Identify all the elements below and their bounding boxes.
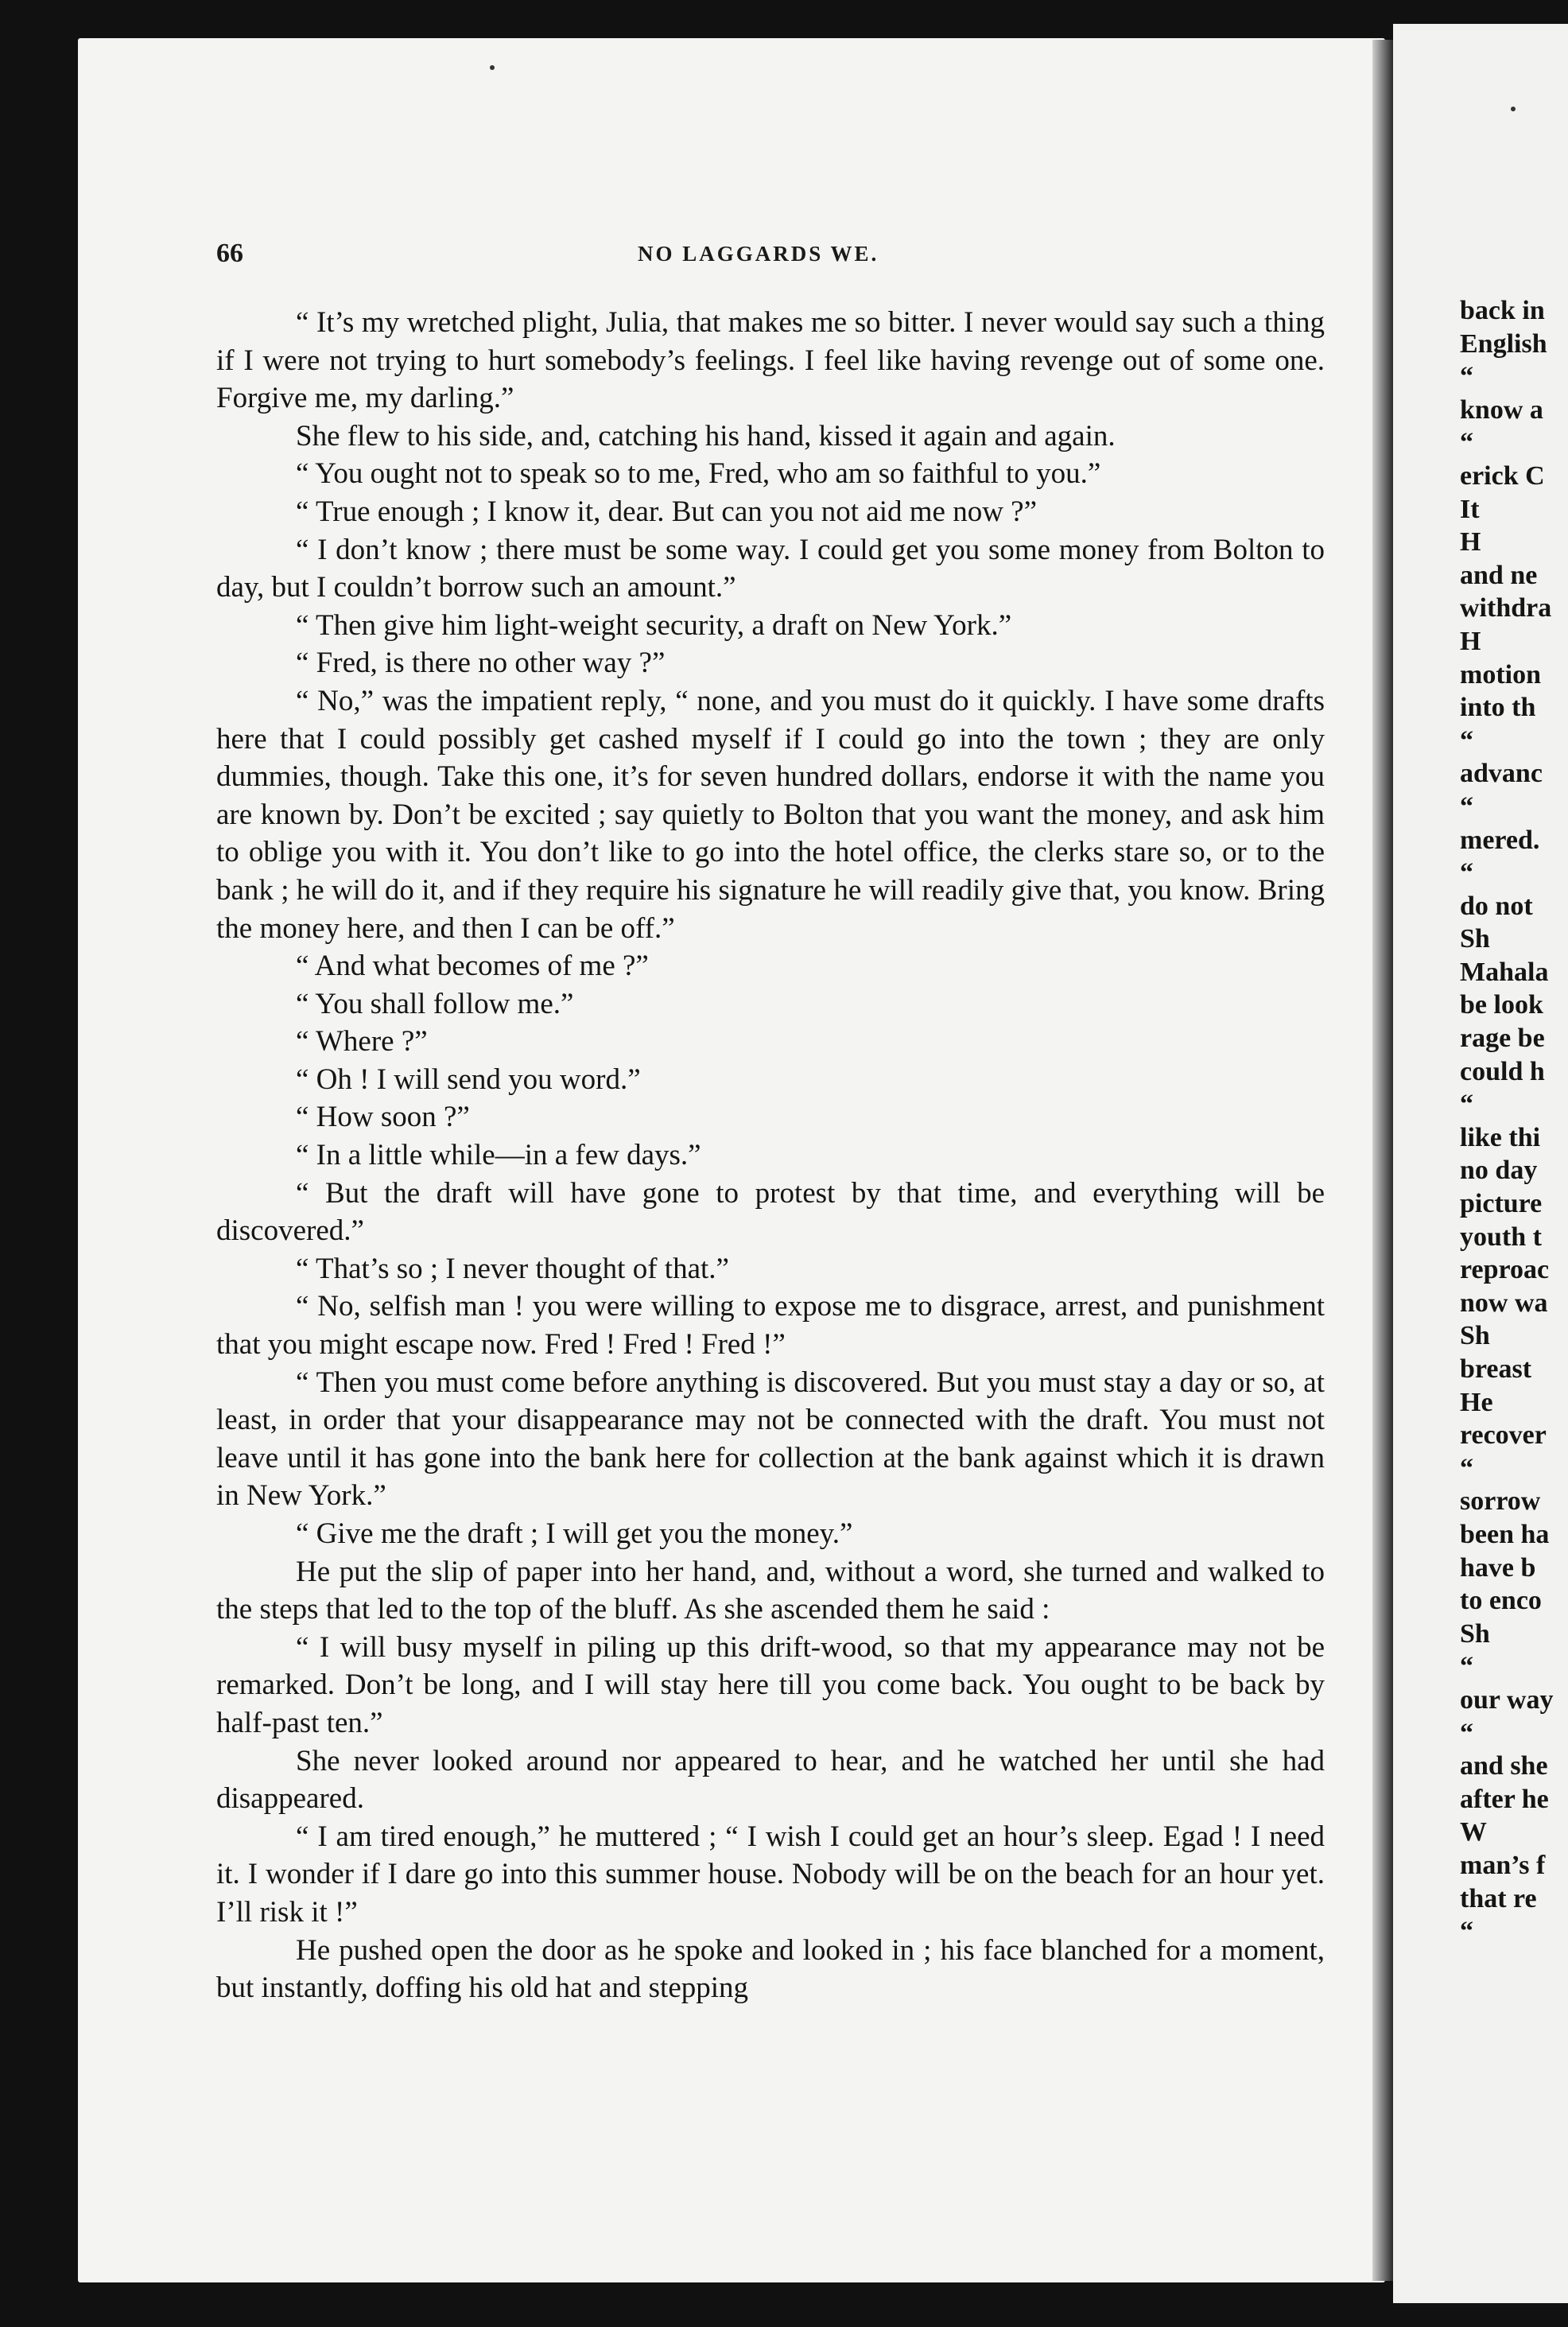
page-header xyxy=(216,239,1314,278)
facing-page-line: our way xyxy=(1460,1684,1554,1715)
facing-page-line: withdra xyxy=(1460,593,1552,624)
paragraph: He put the slip of paper into her hand, and, without a word, she turned and walked to the steps that led to the top of the bluff. As she ascended them he said : xyxy=(216,1555,1325,1626)
facing-page-line: like thi xyxy=(1460,1122,1541,1152)
book-gutter xyxy=(1372,40,1393,2281)
facing-page-line: man’s f xyxy=(1460,1850,1546,1880)
facing-page-line: “ xyxy=(1460,791,1473,822)
paragraph: “ True enough ; I know it, dear. But can you not aid me now ?” xyxy=(296,495,1038,528)
paragraph: “ Oh ! I will send you word.” xyxy=(296,1062,641,1096)
facing-page-line: youth t xyxy=(1460,1222,1542,1252)
paragraph: “ Fred, is there no other way ?” xyxy=(296,647,666,680)
scan-speck xyxy=(490,65,495,70)
facing-page-line: motion xyxy=(1460,659,1541,690)
running-head: NO LAGGARDS WE. xyxy=(638,242,879,266)
facing-page-line: recover xyxy=(1460,1420,1547,1451)
paragraph: “ Give me the draft ; I will get you the money.” xyxy=(296,1517,853,1550)
paragraph: “ I am tired enough,” he muttered ; “ I wish I could get an hour’s sleep. Egad ! I need it. I wonder if I dare go into this summer house. Nobody will be on the beach for an hour yet. I’ll risk it !” xyxy=(216,1820,1325,1929)
facing-page-line: “ xyxy=(1460,1090,1473,1120)
paragraph: She flew to his side, and, catching his hand, kissed it again and again. xyxy=(296,419,1116,453)
paragraph: “ Where ?” xyxy=(296,1025,428,1059)
paragraph: “ How soon ?” xyxy=(296,1101,470,1134)
paragraph: “ I will busy myself in piling up this drift-wood, so that my appearance may not be remarked. Don’t be long, and I will stay here till you come back. You ought to be back by half-past ten.” xyxy=(216,1630,1325,1739)
facing-page-line: rage be xyxy=(1460,1024,1545,1054)
facing-page-line: to enco xyxy=(1460,1586,1542,1616)
facing-page-line: been ha xyxy=(1460,1519,1550,1549)
scan-speck xyxy=(1511,107,1516,111)
facing-page-line: It xyxy=(1460,494,1480,524)
facing-page-line: be look xyxy=(1460,990,1543,1020)
facing-page-line: mered. xyxy=(1460,825,1540,855)
facing-page-line: and ne xyxy=(1460,560,1538,590)
facing-page-line: “ xyxy=(1460,1718,1473,1748)
facing-page-line: Sh xyxy=(1460,1618,1490,1649)
facing-page-line: English xyxy=(1460,328,1547,359)
facing-page-line: do not xyxy=(1460,891,1533,921)
page-number: 66 xyxy=(216,239,243,268)
paragraph: He pushed open the door as he spoke and looked in ; his face blanched for a moment, but instantly, doffing his old hat and stepping xyxy=(216,1933,1325,2005)
facing-page-line: sorrow xyxy=(1460,1486,1541,1517)
paragraph: “ You shall follow me.” xyxy=(296,987,574,1020)
facing-page-line: “ xyxy=(1460,362,1473,392)
facing-page-line: H xyxy=(1460,527,1481,557)
facing-page-line: breast xyxy=(1460,1354,1532,1384)
paragraph: “ But the draft will have gone to protest by that time, and everything will be discovered.” xyxy=(216,1176,1325,1248)
facing-page-line: no day xyxy=(1460,1156,1538,1186)
facing-page-line: “ xyxy=(1460,1917,1473,1947)
facing-page-line: that re xyxy=(1460,1883,1537,1913)
facing-page-line: now wa xyxy=(1460,1288,1548,1318)
paragraph: “ I don’t know ; there must be some way. I could get you some money from Bolton to day, but I couldn’t borrow such an amount.” xyxy=(216,533,1325,604)
facing-page-line: have b xyxy=(1460,1552,1536,1583)
paragraph: She never looked around nor appeared to hear, and he watched her until she had disappeared. xyxy=(216,1744,1325,1816)
facing-page-line: after he xyxy=(1460,1784,1549,1814)
paragraph: “ No, selfish man ! you were willing to expose me to disgrace, arrest, and punishment that you might escape now. Fred ! Fred ! Fred !” xyxy=(216,1290,1325,1362)
facing-page-line: erick C xyxy=(1460,460,1545,491)
facing-page-text xyxy=(1460,294,1568,1948)
paragraph: “ And what becomes of me ?” xyxy=(296,950,649,983)
facing-page-line: “ xyxy=(1460,1453,1473,1483)
paragraph: “ Then give him light-weight security, a draft on New York.” xyxy=(296,608,1012,642)
facing-page-line: could h xyxy=(1460,1056,1545,1086)
paragraph: “ That’s so ; I never thought of that.” xyxy=(296,1252,729,1285)
facing-page-line: “ xyxy=(1460,428,1473,458)
facing-page-line: and she xyxy=(1460,1751,1548,1781)
facing-page-line: back in xyxy=(1460,296,1545,325)
paragraph: “ In a little while—in a few days.” xyxy=(296,1139,701,1172)
facing-page-line: He xyxy=(1460,1387,1493,1417)
facing-page-line: reproac xyxy=(1460,1255,1550,1285)
facing-page-line: Sh xyxy=(1460,1321,1490,1351)
paragraph: “ You ought not to speak so to me, Fred, who am so faithful to you.” xyxy=(296,457,1101,491)
facing-page-line: advanc xyxy=(1460,759,1543,789)
facing-page-line: picture xyxy=(1460,1189,1543,1219)
paragraph: “ It’s my wretched plight, Julia, that makes me so bitter. I never would say such a thing if I were not trying to hurt somebody’s feelings. I feel like having revenge out of some one. Forgive me, my darling.” xyxy=(216,306,1325,415)
facing-page-line: “ xyxy=(1460,725,1473,756)
paragraph: “ Then you must come before anything is discovered. But you must stay a day or so, at least, in order that your disappearance may not be connected with the draft. You must not leave until it has gone into the bank here for collection at the bank against which it is drawn in New York.” xyxy=(216,1366,1325,1513)
facing-page-line: W xyxy=(1460,1817,1487,1847)
facing-page-line: “ xyxy=(1460,858,1473,888)
facing-page-line: Sh xyxy=(1460,924,1490,954)
facing-page-line: H xyxy=(1460,626,1481,656)
facing-page-line: “ xyxy=(1460,1652,1473,1682)
facing-page-line: know a xyxy=(1460,394,1543,425)
body-text xyxy=(216,304,1325,2007)
facing-page-line: into th xyxy=(1460,693,1536,723)
paragraph: “ No,” was the impatient reply, “ none, and you must do it quickly. I have some drafts here that I could possibly get cashed myself if I could go into the town ; they are only dummies, though. Take this one, it’s for seven hundred dollars, endorse it with the name you are known by. Don’t be excited ; say quietly to Bolton that you want the money, and ask him to oblige you with it. You don’t like to go into the hotel office, the clerks stare so, or to the bank ; he will do it, and if they require his signature he will readily give that, you know. Bring the money here, and then I can be off.” xyxy=(216,684,1325,945)
facing-page-line: Mahala xyxy=(1460,957,1549,987)
